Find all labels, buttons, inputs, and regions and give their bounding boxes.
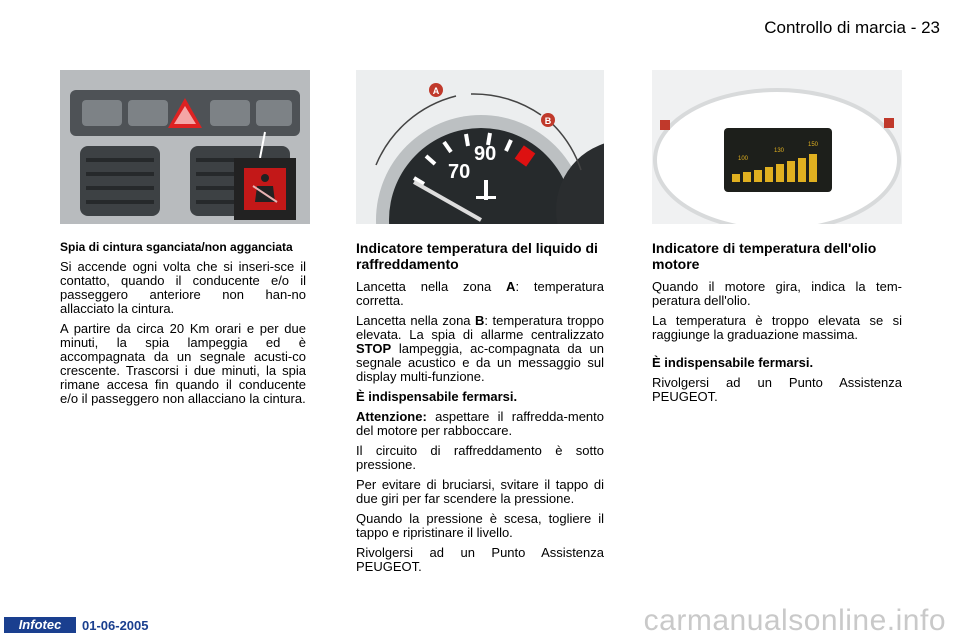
coolant-gauge-photo [356,70,604,224]
seatbelt-paragraph-1: Si accende ogni volta che si inseri-sce il contatto, quando il conducente e/o il passeggero anteriore non han-no allacciato la cintura. [60,259,306,316]
gauge-zone-a-label: A [432,86,440,96]
oil-paragraph-1: Quando il motore gira, indica la tem-peratura dell'olio. [652,279,902,308]
oil-paragraph-2: La temperatura è troppo elevata se si raggiunge la graduazione massima. [652,313,902,342]
coolant-paragraph-5: Quando la pressione è scesa, togliere il tappo e ripristinare il livello. [356,511,604,540]
coolant-warning: È indispensabile fermarsi. [356,389,518,404]
oil-temp-display-photo [652,70,902,224]
coolant-paragraph-4: Per evitare di bruciarsi, svitare il tappo di due giri per far scendere la pressione. [356,477,604,506]
oil-warning: È indispensabile fermarsi. [652,355,814,370]
gauge-zone-b-label: B [544,116,552,126]
seatbelt-section [60,240,306,412]
coolant-attention: Attenzione: aspettare il raffredda-mento del motore per rabboccare. [356,409,604,438]
gauge-90-label: 90 [474,143,497,165]
oil-temp-label-130: 130 [774,148,785,154]
oil-heading: Indicatore di temperatura dell'olio motore [652,240,877,272]
watermark: carmanualsonline.info [643,604,946,637]
coolant-section [356,240,604,580]
seatbelt-paragraph-2: A partire da circa 20 Km orari e per due minuti, la spia lampeggia ed è accompagnata da un segnale acusti-co crescente. Trascorsi i due minuti, la spia rimane accesa fin quando il conducente e/o il passeggero non allacciano la cintura. [60,321,306,406]
gauge-70-label: 70 [448,161,471,183]
oil-temp-label-100: 100 [738,156,749,162]
oil-paragraph-3: Rivolgersi ad un Punto Assistenza PEUGEOT. [652,375,902,404]
infotec-logo: Infotec [4,617,76,633]
oil-temp-label-150: 150 [808,142,819,148]
coolant-zone-a-text: Lancetta nella zona A: temperatura corretta. [356,279,604,308]
coolant-paragraph-3: Il circuito di raffreddamento è sotto pressione. [356,443,604,472]
coolant-paragraph-6: Rivolgersi ad un Punto Assistenza PEUGEOT. [356,545,604,574]
seatbelt-title: Spia di cintura sganciata/non agganciata [60,240,293,254]
seatbelt-warning-photo [60,70,310,224]
page-header: Controllo di marcia - 23 [764,18,940,37]
footer-date: 01-06-2005 [82,618,149,633]
coolant-heading: Indicatore temperatura del liquido di raffreddamento [356,240,598,272]
oil-section [652,240,902,410]
coolant-zone-b-text: Lancetta nella zona B: temperatura troppo elevata. La spia di allarme centralizzato STOP lampeggia, ac-compagnata da un segnale acustico e da un messaggio sul display multi-funzione. [356,313,604,384]
